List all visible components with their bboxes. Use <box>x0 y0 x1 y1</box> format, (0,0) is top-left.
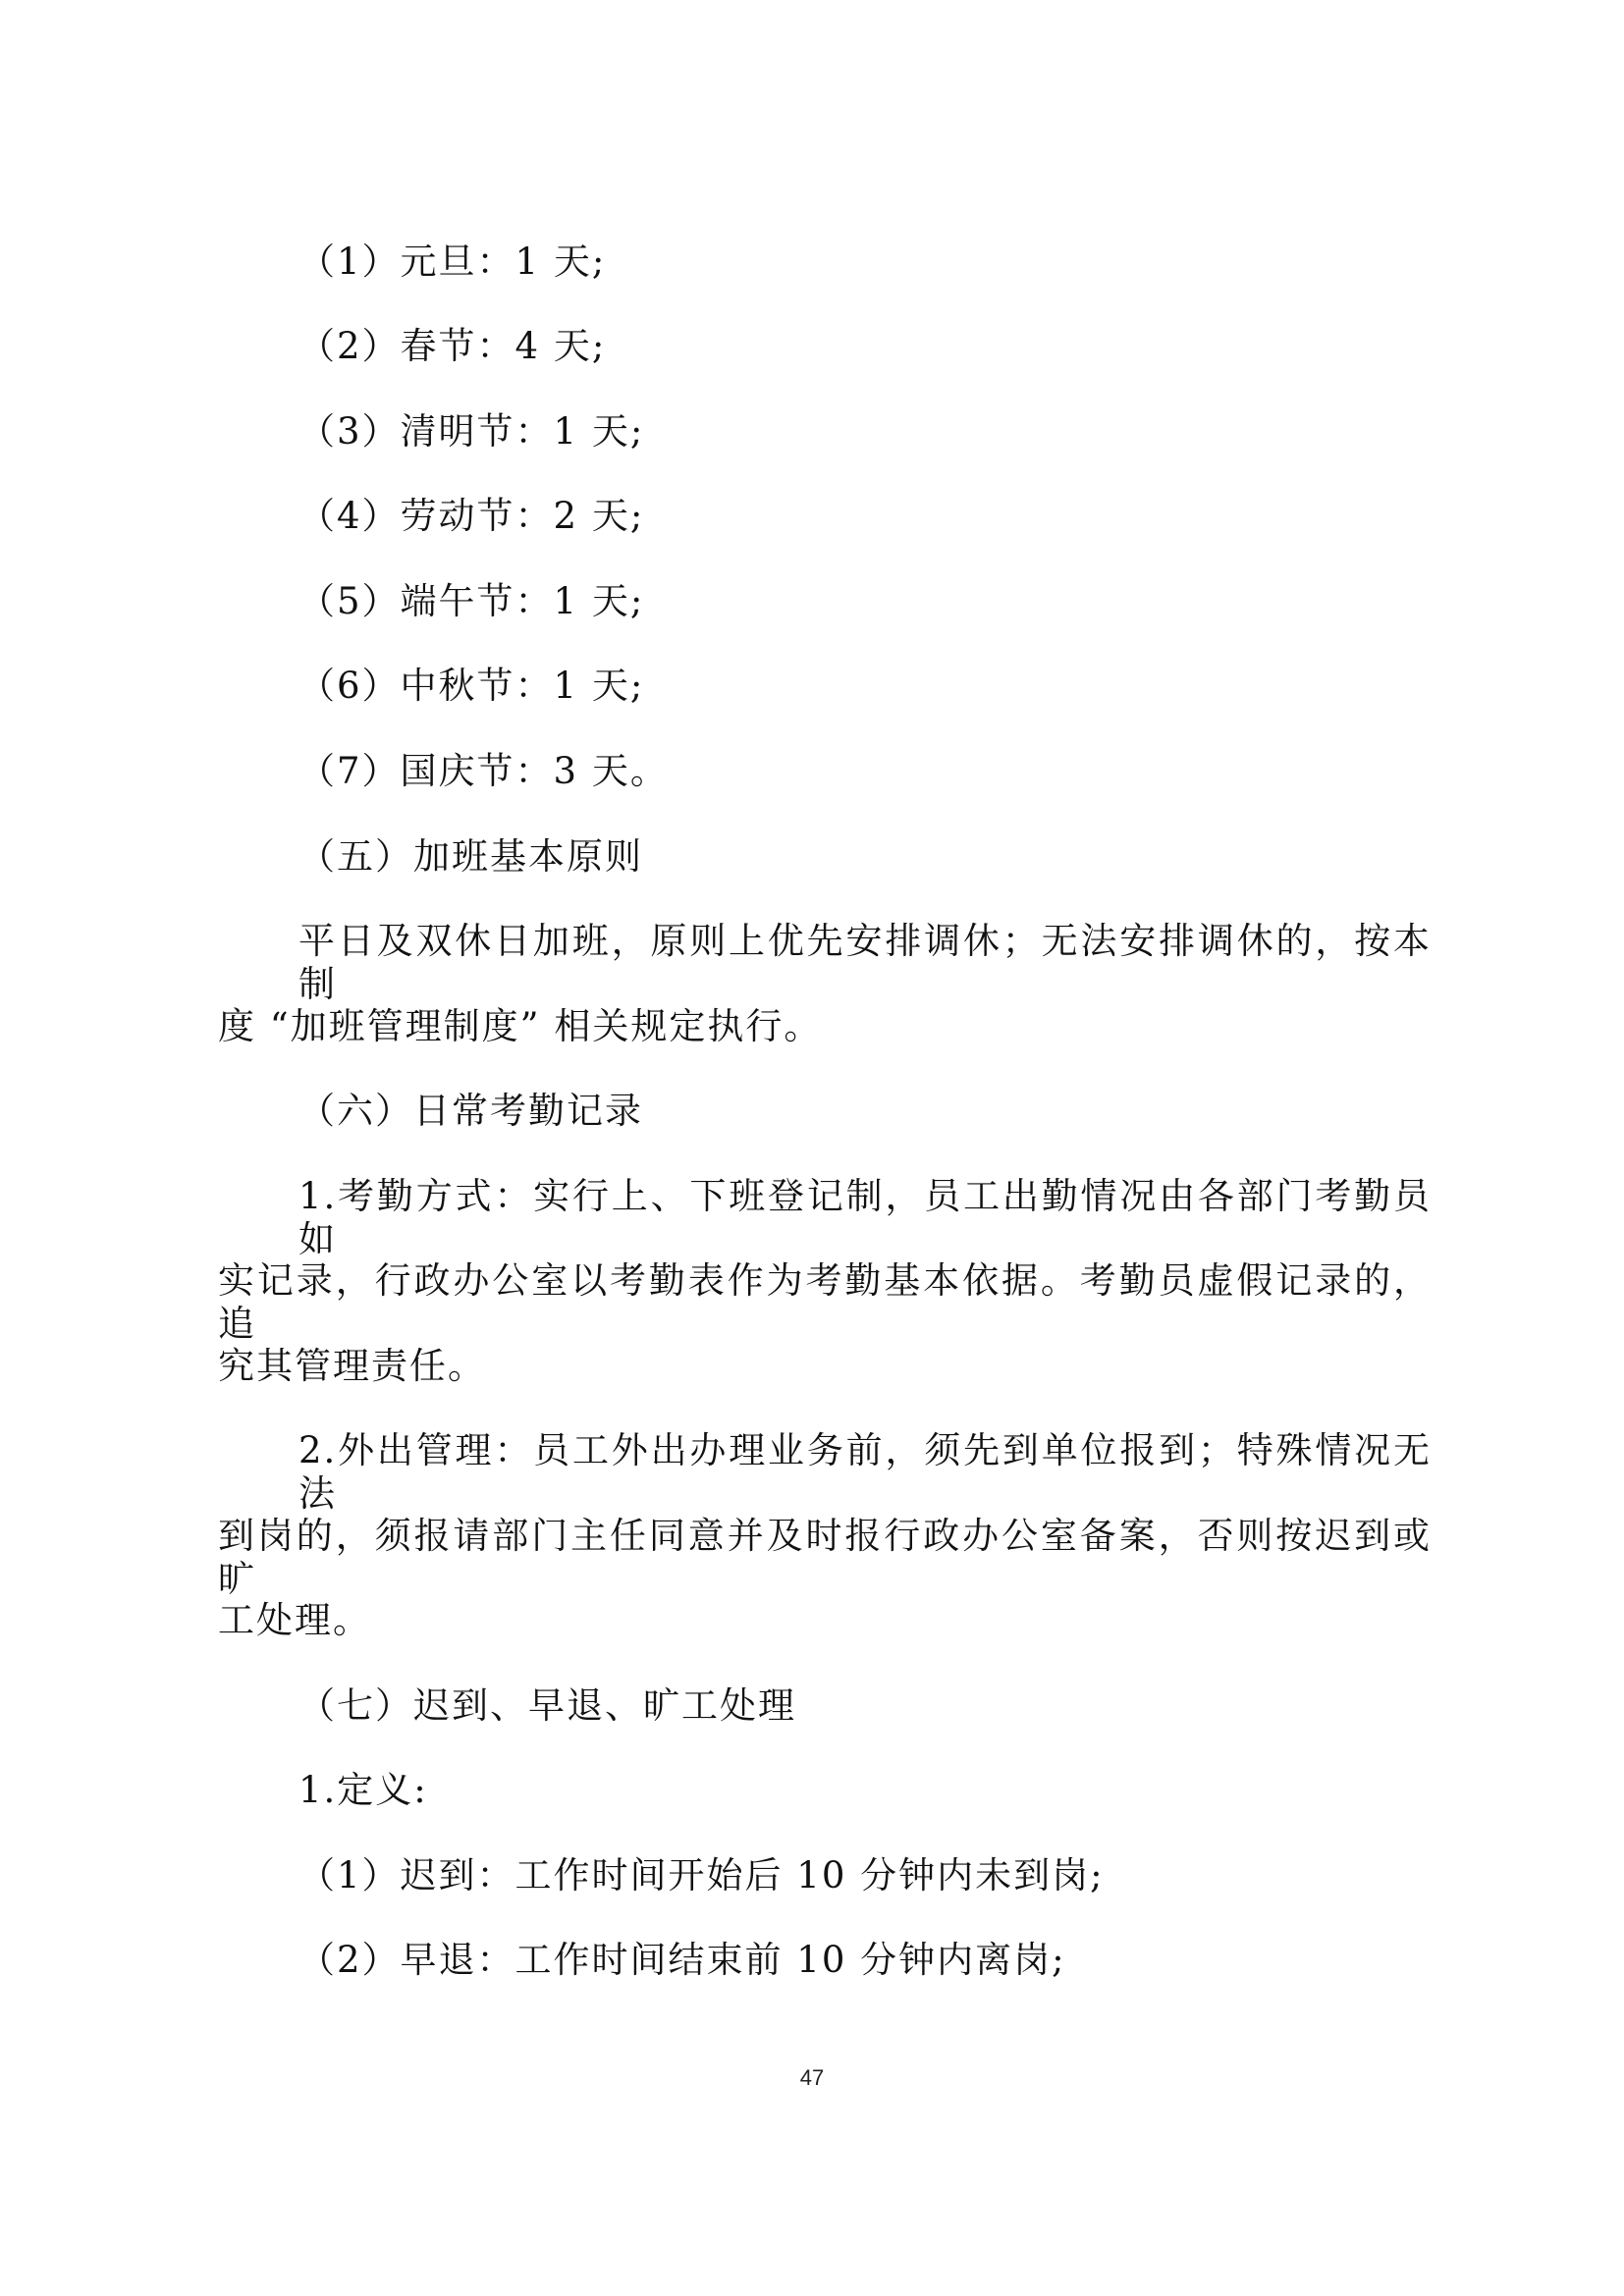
paragraph-line: 平日及双休日加班，原则上优先安排调休；无法安排调休的，按本制 <box>298 920 1432 1005</box>
paragraph-line: 实记录，行政办公室以考勤表作为考勤基本依据。考勤员虚假记录的，追 <box>218 1259 1432 1345</box>
section-heading: （七）迟到、早退、旷工处理 <box>298 1684 796 1727</box>
holiday-item: （5）端午节：1 天; <box>298 580 645 622</box>
paragraph-line: 度 “加班管理制度” 相关规定执行。 <box>218 1005 823 1047</box>
definition-item: （2）早退：工作时间结束前 10 分钟内离岗; <box>298 1939 1066 1981</box>
paragraph-line: 2.外出管理：员工外出办理业务前，须先到单位报到；特殊情况无法 <box>298 1429 1432 1515</box>
holiday-item: （3）清明节：1 天; <box>298 410 645 453</box>
page-number: 47 <box>799 2065 825 2090</box>
paragraph-line: 1.考勤方式：实行上、下班登记制，员工出勤情况由各部门考勤员如 <box>298 1175 1432 1260</box>
holiday-item: （4）劳动节：2 天; <box>298 495 645 537</box>
paragraph-line: 工处理。 <box>218 1599 371 1641</box>
definition-label: 1.定义: <box>298 1769 428 1811</box>
definition-item: （1）迟到：工作时间开始后 10 分钟内未到岗; <box>298 1854 1105 1896</box>
holiday-item: （6）中秋节：1 天; <box>298 665 645 707</box>
section-heading: （六）日常考勤记录 <box>298 1090 643 1132</box>
holiday-item: （2）春节：4 天; <box>298 325 607 367</box>
holiday-item: （1）元旦：1 天; <box>298 240 607 283</box>
holiday-item: （7）国庆节：3 天。 <box>298 750 669 792</box>
paragraph-line: 究其管理责任。 <box>218 1345 486 1387</box>
section-heading: （五）加班基本原则 <box>298 835 643 878</box>
paragraph-line: 到岗的，须报请部门主任同意并及时报行政办公室备案，否则按迟到或旷 <box>218 1515 1432 1600</box>
